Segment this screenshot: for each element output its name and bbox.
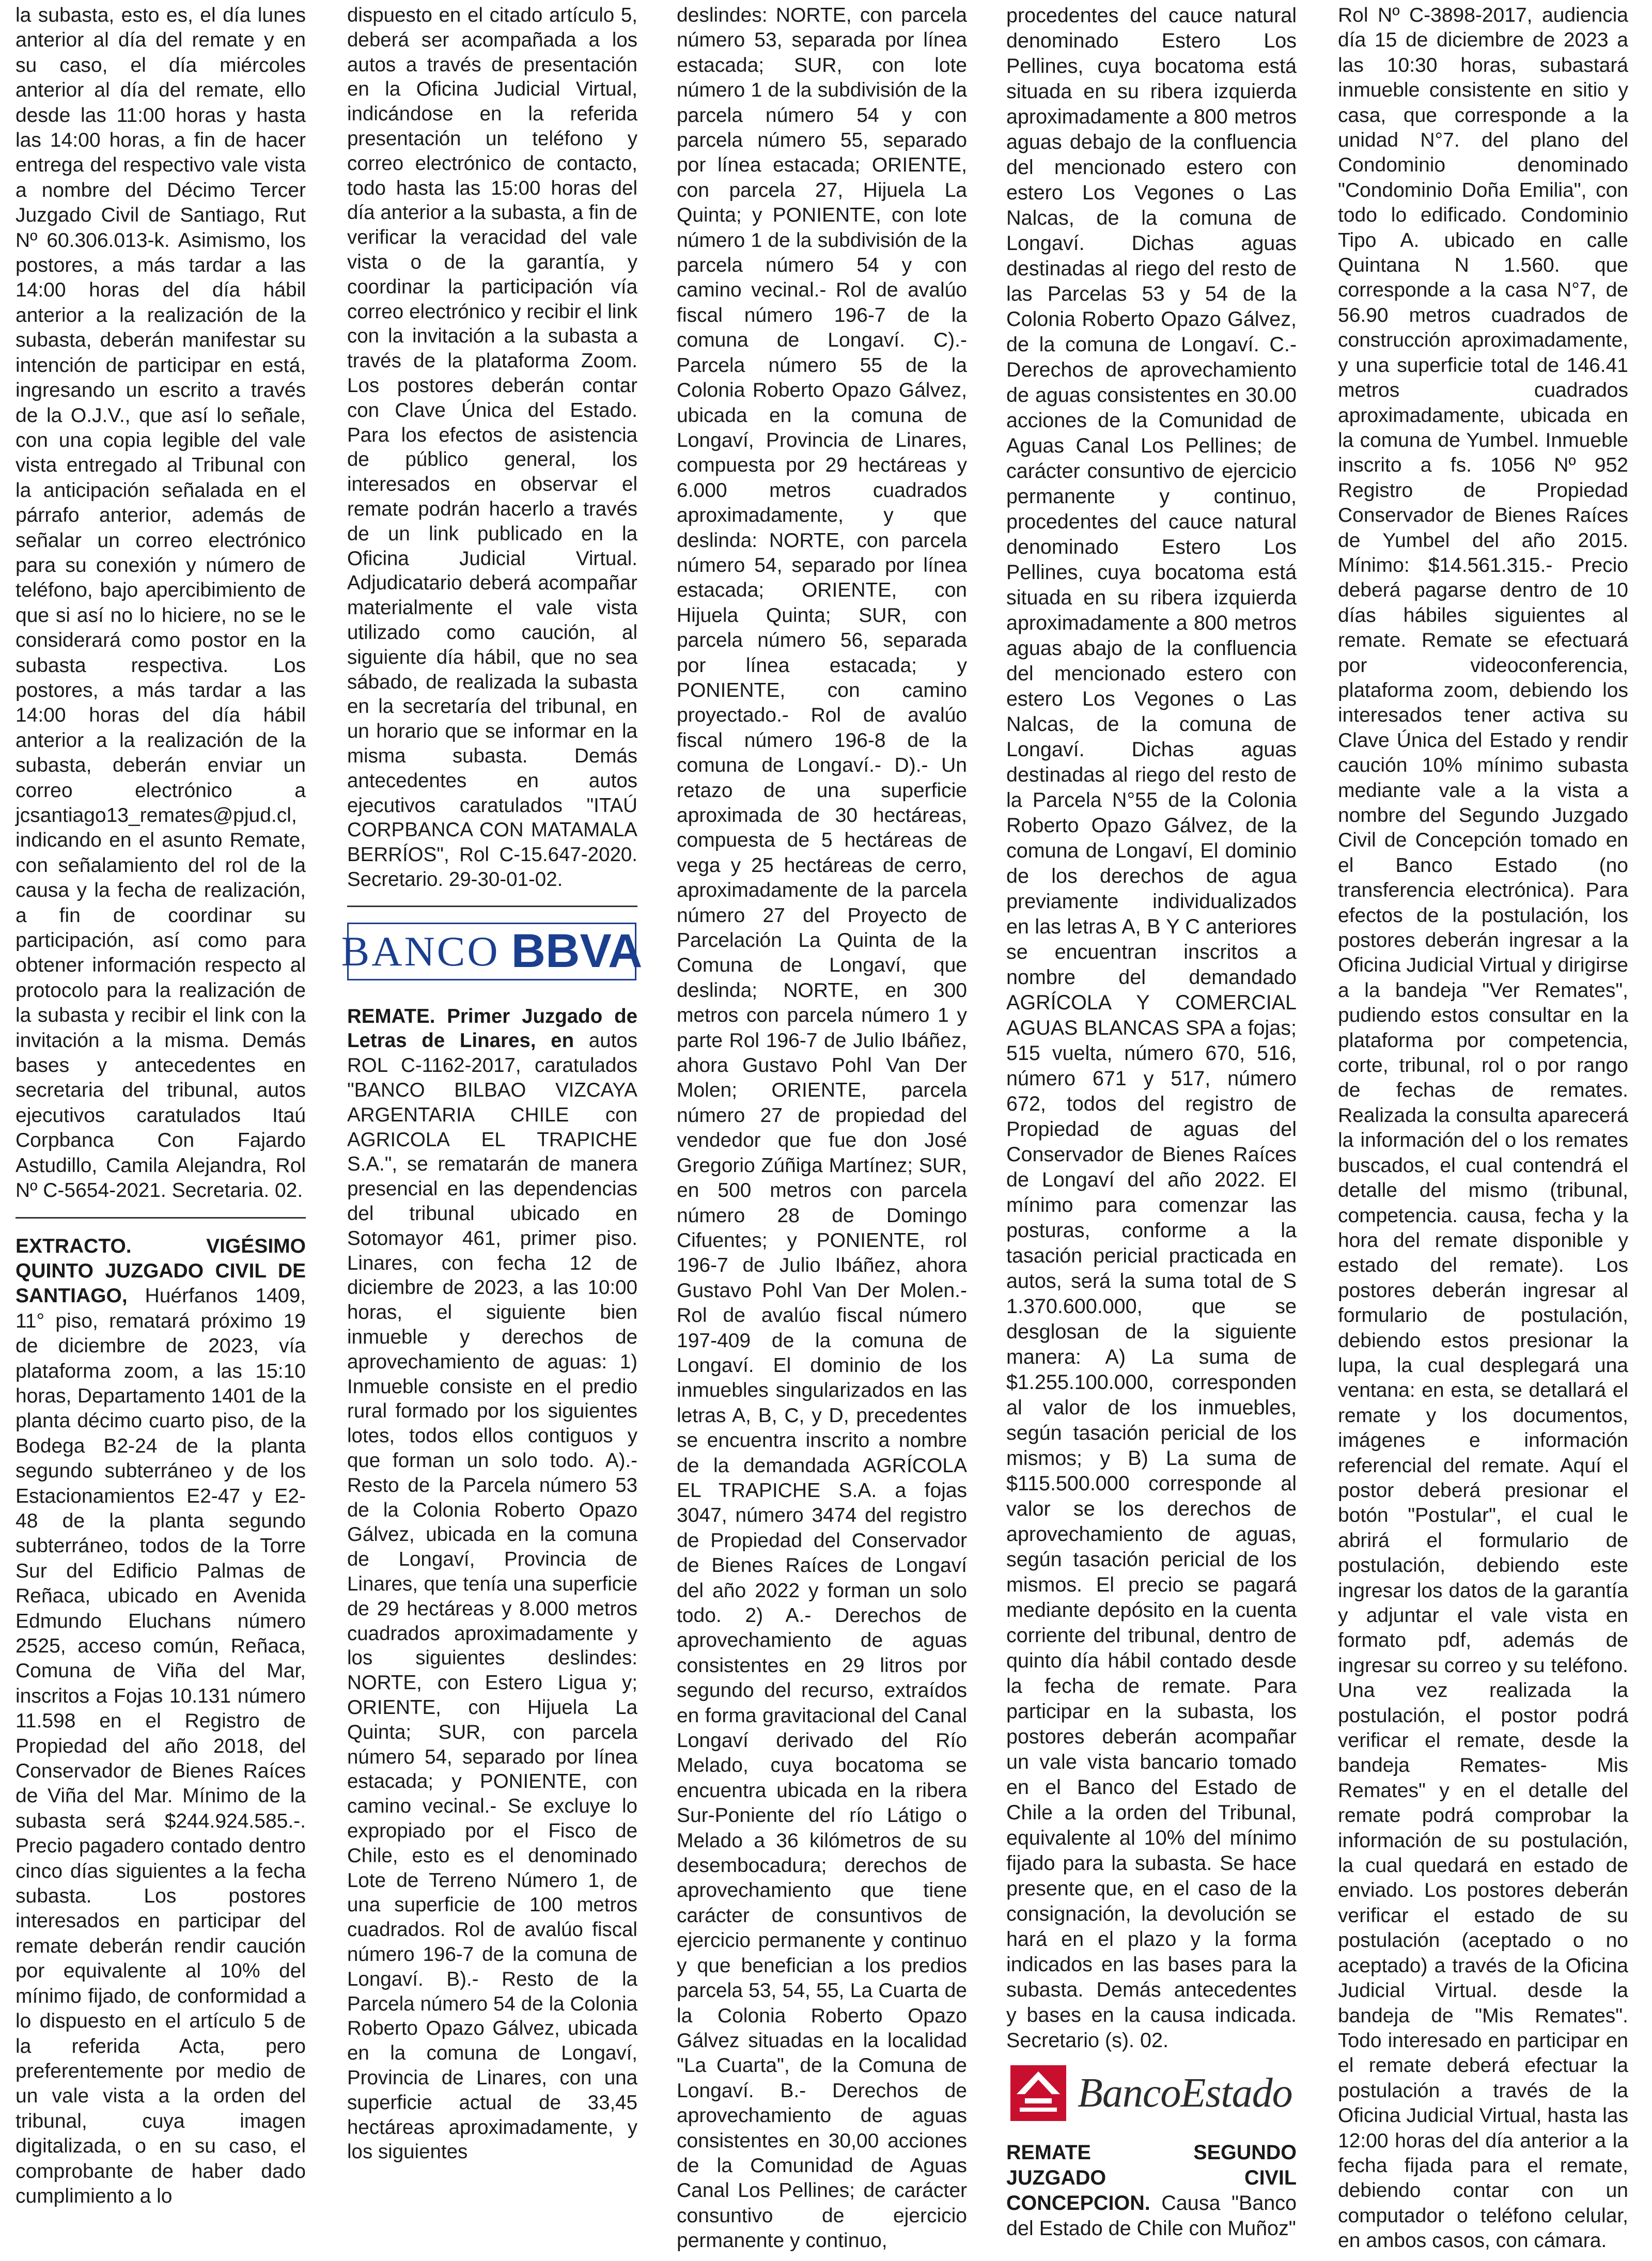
column-4 <box>1006 3 1297 2241</box>
notice-linares-end: procedentes del cauce natural denominado Estero Los Pellines, cuya bocatoma está situada en su ribera izquierda aproximadamente a 800 metros aguas debajo de la confluencia del mencionado estero con estero Los Vegones o Las Nalcas, de la comuna de Longaví. Dichas aguas destinadas al riego del resto de las Parcelas 53 y 54 de la Colonia Roberto Opazo Gálvez, de la comuna de Longaví. C.-Derechos de aprovechamiento de aguas consistentes en 30.00 acciones de la Comunidad de Aguas Canal Los Pellines; de carácter consuntivo de ejercicio permanente y continuo, procedentes del cauce natural denominado Estero Los Pellines, cuya bocatoma está situada en su ribera izquierda aproximadamente a 800 metros aguas abajo de la confluencia del mencionado estero con estero Los Vegones o Las Nalcas, de la comuna de Longaví. Dichas aguas destinadas al riego del resto de la Parcela N°55 de la Colonia Roberto Opazo Gálvez, de la comuna de Longaví, El dominio de los derechos de agua previamente individualizados en las letras A, B Y C anteriores se encuentran inscritos a nombre del demandado AGRÍCOLA Y COMERCIAL AGUAS BLANCAS SPA a fojas; 515 vuelta, número 670, 516, número 671 y 517, número 672, todos del registro de Propiedad de aguas del Conservador de Bienes Raíces de Longaví del año 2022. El mínimo para comenzar las posturas, conforme a la tasación pericial practicada en autos, será la suma total de S 1.370.600.000, que se desglosan de la siguiente manera: A) La suma de $1.255.100.000, corresponden al valor de los inmuebles, según tasación pericial de los mismos; y B) La suma de $115.500.000 corresponde al valor se los derechos de aprovechamiento de aguas, según tasación pericial de los mismos. El precio se pagará mediante depósito en la cuenta corriente del tribunal, dentro de quinto día hábil contado desde la fecha de remate. Para participar en la subasta, los postores deberán acompañar un vale vista bancario tomado en el Banco del Estado de Chile a la orden del Tribunal, equivalente al 10% del mínimo fijado para la subasta. Se hace presente que, en el caso de la consignación, la devolución se hará en el plazo y la forma indicados en las bases para la subasta. Demás antecedentes y bases en la causa indicada. Secretario (s). 02. <box>1006 4 1297 2052</box>
banco-bbva-logo <box>341 923 643 980</box>
bancoestado-wordmark: BancoEstado <box>1078 2070 1292 2116</box>
notice-heading: EXTRACTO. VIGÉSIMO QUINTO JUZGADO CIVIL DE SANTIAGO, <box>15 1235 306 1307</box>
notice-continuation-13-juzgado: la subasta, esto es, el día lunes anterior al día del remate y en su caso, el día miércoles anterior al día del remate, ello desde las 11:00 horas y hasta las 14:00 horas, a fin de hacer entrega del respectivo vale vista a nombre del Décimo Tercer Juzgado Civil de Santiago, Rut Nº 60.306.013-k. Asimismo, los postores, a más tardar a las 14:00 horas del día hábil anterior a la realización de la subasta, deberán manifestar su intención de participar en está, ingresando un escrito a través de la O.J.V., que así lo señale, con una copia legible del vale vista entregado al Tribunal con la anticipación señalada en el párrafo anterior, además de señalar un correo electrónico para su conexión y número de teléfono, bajo apercibimiento de que si así no lo hiciere, no se le considerará como postor en la subasta respectiva. Los postores, a más tardar a las 14:00 horas del día hábil anterior a la realización de la subasta, deberán enviar un correo electrónico a jcsantiago13_remates@pjud.cl, indicando en el asunto Remate, con señalamiento del rol de la causa y la fecha de realización, a fin de coordinar su participación, así como para obtener información respecto al protocolo para la realización de la subasta y recibir el link con la invitación a la misma. Demás bases y antecedentes en secretaria del tribunal, autos ejecutivos caratulados Itaú Corpbanca Con Fajardo Astudillo, Camila Alejandra, Rol Nº C-5654-2021. Secretaria. 02. <box>15 4 306 1202</box>
notice-body: autos ROL C-1162-2017, caratulados "BANCO BILBAO VIZCAYA ARGENTARIA CHILE con AGRICOLA EL TRAPICHE S.A.", se rematarán de manera presencial en las dependencias del tribunal ubicado en Sotomayor 461, primer piso. Linares, con fecha 12 de diciembre de 2023, a las 10:00 horas, el siguiente bien inmueble y derechos de aprovechamiento de aguas: 1) Inmueble consiste en el predio rural formado por los siguientes lotes, todos ellos contiguos y que forman un solo todo. A).- Resto de la Parcela número 53 de la Colonia Roberto Opazo Gálvez, ubicada en la comuna de Longaví, Provincia de Linares, que tenía una superficie de 29 hectáreas y 8.000 metros cuadrados aproximadamente y los siguientes deslindes: NORTE, con Estero Ligua y; ORIENTE, con Hijuela La Quinta; SUR, con parcela número 54, separado por línea estacada; y PONIENTE, con camino vecinal.- Se excluye lo expropiado por el Fisco de Chile, esto es el denominado Lote de Terreno Número 1, de una superficie de 100 metros cuadrados. Rol de avalúo fiscal número 196-7 de la comuna de Longaví. B).- Resto de la Parcela número 54 de la Colonia Roberto Opazo Gálvez, ubicada en la comuna de Longaví, Provincia de Linares, con una superficie actual de 33,45 hectáreas aproximadamente, y los siguientes <box>347 1030 637 2163</box>
notice-segundo-juzgado-concepcion <box>1006 2140 1297 2241</box>
notice-heading: REMATE SEGUNDO JUZGADO CIVIL CONCEPCION. <box>1006 2141 1297 2215</box>
notice-body: Huérfanos 1409, 11° piso, rematará próximo 19 de diciembre de 2023, vía plataforma zoom, a las 15:10 horas, Departamento 1401 de la planta décimo cuarto piso, de la Bodega B2-24 de la planta segundo subterráneo y de los Estacionamientos E2-47 y E2-48 de la planta segundo subterráneo, todos de la Torre Sur del Edificio Palmas de Reñaca, ubicado en Avenida Edmundo Eluchans número 2525, acceso común, Reñaca, Comuna de Viña del Mar, inscritos a Fojas 10.131 número 11.598 en el Registro de Propiedad del año 2018, del Conservador de Bienes Raíces de Viña del Mar. Mínimo de la subasta será $244.924.585.-. Precio pagadero contado dentro cinco días siguientes a la fecha subasta. Los postores interesados en participar del remate deberán rendir caución por equivalente al 10% del mínimo fijado, de conformidad a lo dispuesto en el artículo 5 de la referida Acta, pero preferentemente por medio de un vale vista a la orden del tribunal, cuya imagen digitalizada, o en su caso, el comprobante de haber dado cumplimiento a lo <box>15 1285 306 2207</box>
column-3 <box>677 3 967 2254</box>
notice-25-juzgado-civil <box>15 1234 306 2209</box>
column-divider <box>347 906 637 907</box>
notice-heading: REMATE. Primer Juzgado de Letras de Linares, en <box>347 1005 637 1052</box>
notice-concepcion-continuation: Rol Nº C-3898-2017, audiencia día 15 de diciembre de 2023 a las 10:30 horas, subastará inmueble consistente en sitio y casa, que corresponde a la unidad N°7. del plano del Condominio denominado "Condominio Doña Emilia", con todo lo edificado. Condominio Tipo A. ubicado en calle Quintana N 1.560. que corresponde a la casa N°7, de 56.90 metros cuadrados de construcción aproximadamente, y una superficie total de 146.41 metros cuadrados aproximadamente, ubicada en la comuna de Yumbel. Inmueble inscrito a fs. 1056 Nº 952 Registro de Propiedad Conservador de Bienes Raíces de Yumbel del año 2015. Mínimo: $14.561.315.- Precio deberá pagarse dentro de 10 días hábiles siguientes al remate. Remate se efectuará por videoconferencia, plataforma zoom, debiendo los interesados tener activa su Clave Única del Estado y rendir caución 10% mínimo subasta mediante vale a la vista a nombre del Segundo Juzgado Civil de Concepción tomado en el Banco Estado (no transferencia electrónica). Para efectos de la postulación, los postores deberán ingresar a la Oficina Judicial Virtual y dirigirse a la bandeja "Ver Remates", pudiendo estos consultar en la plataforma por competencia, corte, tribunal, rol o por rango de fechas de remates. Realizada la consulta aparecerá la información del o los remates buscados, el cual contendrá el detalle del mismo (tribunal, competencia. causa, fecha y la hora del remate disponible y estado del remate). Los postores deberán ingresar al formulario de postulación, debiendo estos presionar la lupa, la cual desplegará una ventana: en esta, se detallará el remate y los documentos, imágenes e información referencial del remate. Aquí el postor deberá presionar el botón "Postular", el cual le abrirá el formulario de postulación, debiendo este ingresar los datos de la garantía y adjuntar el vale vista en formato pdf, además de ingresar su correo y su teléfono. Una vez realizada la postulación, el postor podrá verificar el remate, desde la bandeja Remates- Mis Remates" y en el detalle del remate podrá comprobar la información de su postulación, la cual quedará en estado de enviado. Los postores deberán verificar el estado de su postulación (aceptado o no aceptado) a través de la Oficina Judicial Virtual. desde la bandeja de "Mis Remates". Todo interesado en participar en el remate deberá efectuar la postulación a través de la Oficina Judicial Virtual, hasta las 12:00 horas del día anterior a la fecha fijada para el remate, debiendo contar con un computador o teléfono celular, en ambos casos, con cámara. <box>1338 4 1628 2252</box>
bancoestado-emblem-icon <box>1009 2064 1067 2122</box>
logo-word-banco: BANCO <box>341 927 500 975</box>
notice-juzgado-linares <box>347 1004 637 2164</box>
column-1 <box>15 3 306 2209</box>
notice-linares-continuation: deslindes: NORTE, con parcela número 53, separada por línea estacada; SUR, con lote número 1 de la subdivisión de la parcela número 54 y con parcela número 55, separado por línea estacada; ORIENTE, con parcela 27, Hijuela La Quinta; y PONIENTE, con lote número 1 de la subdivisión de la parcela número 54 y con camino vecinal.- Rol de avalúo fiscal número 196-7 de la comuna de Longaví. C).- Parcela número 55 de la Colonia Roberto Opazo Gálvez, ubicada en la comuna de Longaví, Provincia de Linares, compuesta por 29 hectáreas y 6.000 metros cuadrados aproximadamente, y que deslinda: NORTE, con parcela número 54, separado por línea estacada; ORIENTE, con Hijuela Quinta; SUR, con parcela número 56, separada por línea estacada; y PONIENTE, con camino proyectado.- Rol de avalúo fiscal número 196-8 de la comuna de Longaví.- D).- Un retazo de una superficie aproximada de 30 hectáreas, compuesta de 5 hectáreas de vega y 25 hectáreas de cerro, aproximadamente de la parcela número 27 del Proyecto de Parcelación La Quinta de la Comuna de Longaví, que deslinda; NORTE, en 300 metros con parcela número 1 y parte Rol 196-7 de Julio Ibáñez, ahora Gustavo Pohl Van Der Molen; ORIENTE, parcela número 27 de propiedad del vendedor que fue don José Gregorio Zúñiga Martínez; SUR, en 500 metros con parcela número 28 de Domingo Cifuentes; y PONIENTE, rol 196-7 de Julio Ibáñez, ahora Gustavo Pohl Van Der Molen.- Rol de avalúo fiscal número 197-409 de la comuna de Longaví. El dominio de los inmuebles singularizados en las letras A, B, C, y D, precedentes se encuentra inscrito a nombre de la demandada AGRÍCOLA EL TRAPICHE S.A. a fojas 3047, número 3474 del registro de Propiedad del Conservador de Bienes Raíces de Longaví del año 2022 y forman un solo todo. 2) A.- Derechos de aprovechamiento de aguas consistentes en 29 litros por segundo del recurso, extraídos en forma gravitacional del Canal Longaví derivado del Río Melado, cuya bocatoma se encuentra ubicada en la ribera Sur-Poniente del río Látigo o Melado a 36 kilómetros de su desembocadura; derechos de aprovechamiento que tiene carácter de consuntivos de ejercicio permanente y continuo y que benefician a los predios parcela 53, 54, 55, La Cuarta de la Colonia Roberto Opazo Gálvez situadas en la localidad "La Cuarta", de la Comuna de Longaví. B.- Derechos de aprovechamiento de aguas consistentes en 30,00 acciones de la Comunidad de Aguas Canal Los Pellines; de carácter consuntivo de ejercicio permanente y continuo, <box>677 4 967 2252</box>
column-divider <box>15 1217 306 1219</box>
column-5 <box>1338 3 1628 2254</box>
logo-word-bbva: BBVA <box>511 924 643 977</box>
notice-continuation-25-juzgado: dispuesto en el citado artículo 5, deberá ser acompañada a los autos a través de presentación en la Oficina Judicial Virtual, indicándose en la referida presentación un teléfono y correo electrónico de contacto, todo hasta las 15:00 horas del día anterior a la subasta, a fin de verificar la veracidad del vale vista o de la garantía, y coordinar la participación vía correo electrónico y recibir el link con la invitación a la subasta a través de la plataforma Zoom. Los postores deberán contar con Clave Única del Estado. Para los efectos de asistencia de público general, los interesados en observar el remate podrán hacerlo a través de un link publicado en la Oficina Judicial Virtual. Adjudicatario deberá acompañar materialmente el vale vista utilizado como caución, al siguiente día hábil, que no sea sábado, de realizada la subasta en la secretaría del tribunal, en un horario que se informar en la misma subasta. Demás antecedentes en autos ejecutivos caratulados "ITAÚ CORPBANCA CON MATAMALA BERRÍOS", Rol C-15.647-2020. Secretario. 29-30-01-02. <box>347 4 637 891</box>
notice-body: Causa "Banco del Estado de Chile con Muñoz" <box>1006 2192 1297 2240</box>
bancoestado-logo <box>1009 2060 1297 2127</box>
column-2 <box>341 3 643 2164</box>
